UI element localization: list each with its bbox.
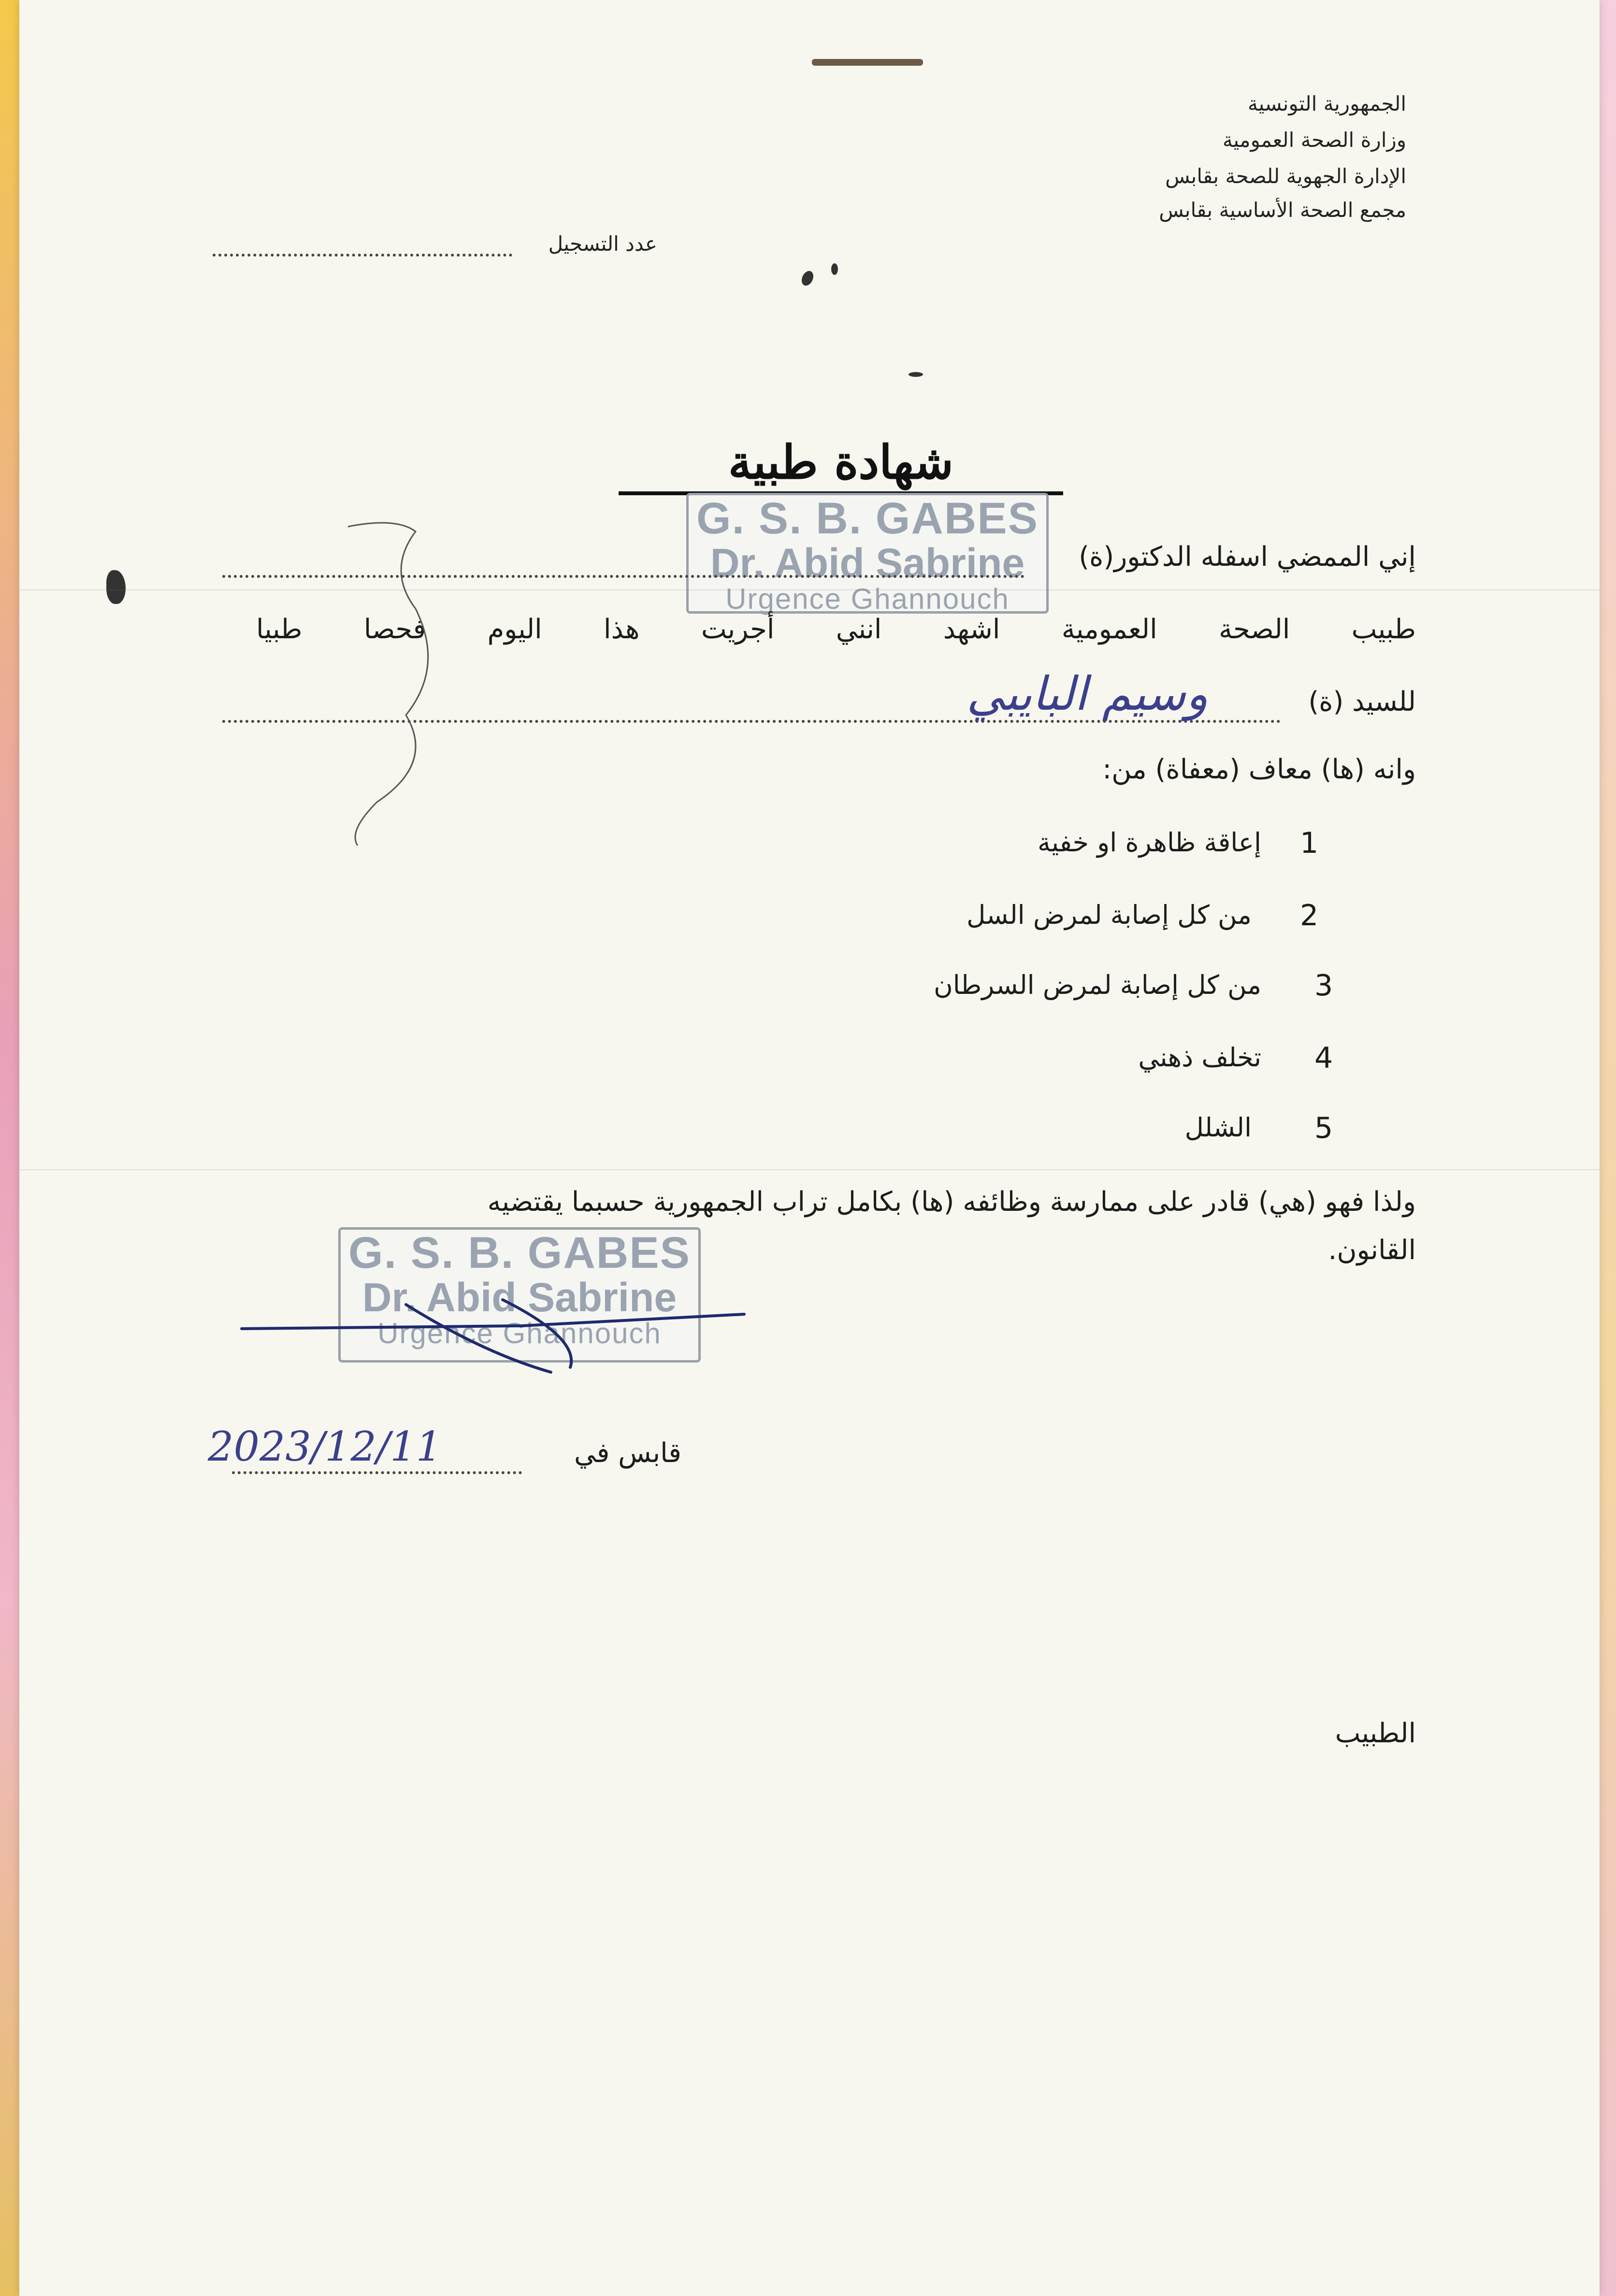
date-dots (232, 1471, 522, 1474)
item-number-3: 3 (1314, 969, 1333, 1003)
item-text-3: من كل إصابة لمرض السرطان (934, 970, 1261, 1000)
patient-label: للسيد (ة) (1308, 686, 1416, 718)
item-text-5: الشلل (1184, 1112, 1252, 1143)
paper-fold (19, 1169, 1600, 1170)
exempt-intro: وانه (ها) معاف (معفاة) من: (1102, 754, 1416, 785)
item-number-2: 2 (1300, 899, 1319, 933)
header-health-center: مجمع الصحة الأساسية بقابس (1159, 198, 1406, 222)
stamp-bottom-line-2: Dr. Abid Sabrine (362, 1275, 677, 1320)
ink-speck (831, 263, 838, 275)
conclusion-line-2: القانون. (1328, 1234, 1416, 1266)
header-republic: الجمهورية التونسية (1248, 92, 1406, 115)
header-ministry: وزارة الصحة العمومية (1222, 128, 1406, 152)
ink-speck (909, 372, 923, 377)
stamp-line-1: G. S. B. GABES (696, 494, 1039, 543)
header-regional-direction: الإدارة الجهوية للصحة بقابس (1165, 164, 1406, 188)
item-text-2: من كل إصابة لمرض السل (967, 900, 1252, 930)
date-label: قابس في (574, 1437, 681, 1469)
patient-name-handwritten: وسيم البايبي (966, 667, 1208, 721)
registration-label: عدد التسجيل (548, 232, 657, 256)
registration-dots (213, 254, 512, 257)
medical-certificate-page (19, 0, 1600, 2296)
conclusion-line-1: ولذا فهو (هي) قادر على ممارسة وظائفه (ها) بكامل تراب الجمهورية حسبما يقتضيه (487, 1186, 1416, 1218)
stamp-bottom-line-1: G. S. B. GABES (348, 1228, 691, 1277)
date-handwritten: 2023/12/11 (208, 1423, 442, 1470)
ink-speck (799, 269, 815, 287)
item-number-4: 4 (1314, 1041, 1333, 1075)
stamp-bottom-line-3: Urgence Ghannouch (377, 1317, 662, 1349)
doctor-line: إني الممضي اسفله الدكتور(ة) (1079, 541, 1416, 573)
paper-fold (19, 589, 1600, 590)
item-text-4: تخلف ذهني (1138, 1042, 1261, 1073)
handwritten-signature (232, 1285, 764, 1382)
pencil-scribble (319, 512, 454, 850)
attestation-line: طبيب الصحة العمومية اشهد انني أجريت هذا اليوم فحصا طبيا (256, 614, 1416, 645)
stamp-line-2: Dr. Abid Sabrine (710, 540, 1025, 586)
item-text-1: إعاقة ظاهرة او خفية (1038, 827, 1261, 858)
stamp-line-3: Urgence Ghannouch (725, 583, 1010, 615)
ink-speck (106, 570, 126, 604)
page-title: شهادة طبية (619, 435, 1063, 495)
item-number-1: 1 (1300, 826, 1319, 860)
signature-label: الطبيب (1335, 1718, 1416, 1749)
item-number-5: 5 (1314, 1111, 1333, 1145)
staple-mark (812, 59, 923, 66)
